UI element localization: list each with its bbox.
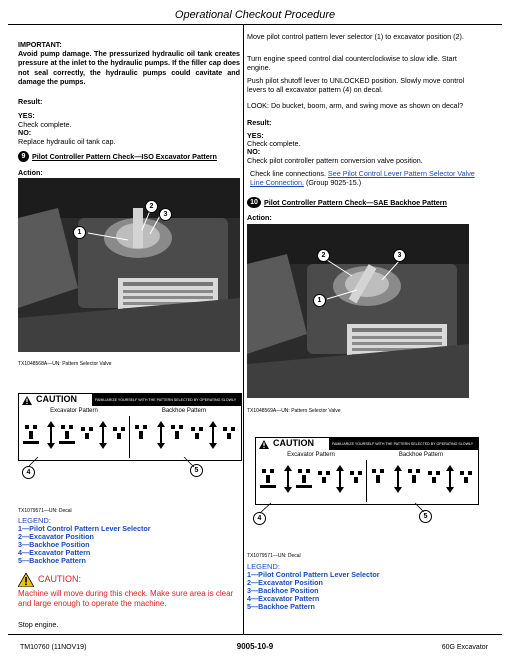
callout-4: 4 (253, 512, 266, 525)
right-no-label: NO: (247, 147, 261, 156)
legend-item-4: 4—Excavator Pattern (18, 548, 91, 557)
footer-rule (8, 634, 502, 635)
decal-caution-bar (19, 394, 95, 406)
page-header-title: Operational Checkout Procedure (174, 9, 336, 21)
pattern-selector-valve-photo (247, 224, 469, 398)
legend-item-1: 1—Pilot Control Pattern Lever Selector (247, 570, 380, 579)
caution-heading (18, 573, 81, 587)
legend-title: LEGEND: (247, 562, 280, 571)
right-paragraph-1: Move pilot control pattern lever selector (1) to excavator position (2). (247, 32, 464, 41)
callout-4: 4 (22, 466, 35, 479)
step-9-heading (18, 151, 217, 162)
right-yes-label: YES: (247, 131, 264, 140)
callout-1: 1 (313, 294, 326, 307)
callout-1: 1 (73, 226, 86, 239)
stop-engine-text: Stop engine. (18, 620, 59, 629)
callout-2: 2 (317, 249, 330, 262)
callout-5: 5 (419, 510, 432, 523)
step-title: Pilot Controller Pattern Check—ISO Excavator Pattern (32, 151, 217, 161)
legend-item-3: 3—Backhoe Position (18, 540, 90, 549)
legend-title: LEGEND: (18, 516, 51, 525)
footer-page-number: 9005-10-9 (236, 641, 274, 651)
valve-photo-illustration (247, 224, 469, 398)
action-label: Action: (18, 168, 43, 177)
right-yes-text: Check complete. (247, 139, 301, 148)
decal-caution-text: CAUTION (36, 394, 77, 405)
decal-leader-lines (255, 500, 477, 516)
caution-triangle-icon (18, 573, 34, 587)
control-pattern-icons (21, 417, 237, 457)
step-10-heading (247, 197, 447, 208)
decal-backhoe-pattern-label: Backhoe Pattern (398, 452, 444, 458)
decal-leader-lines (18, 455, 240, 471)
warning-triangle-icon (259, 440, 269, 449)
decal-caption: TX1079571—UN: Decal (18, 508, 72, 514)
step-title: Pilot Controller Pattern Check—SAE Backhoe Pattern (264, 197, 447, 207)
callout-2: 2 (145, 200, 158, 213)
right-paragraph-2: Turn engine speed control dial counterclockwise to slow idle. Start engine. (247, 54, 457, 73)
photo-caption: TX1048568A—UN: Pattern Selector Valve (18, 361, 112, 367)
decal-caution-bar (256, 438, 332, 450)
callout-3: 3 (159, 208, 172, 221)
decal-familiarize-text: FAMILIARIZE YOURSELF WITH THE PATTERN SELECTED BY OPERATING SLOWLY (92, 394, 241, 406)
legend-item-5: 5—Backhoe Pattern (18, 556, 86, 565)
callout-3: 3 (393, 249, 406, 262)
right-no-text: Check pilot controller pattern conversion valve position. (247, 156, 423, 165)
legend-item-1: 1—Pilot Control Pattern Lever Selector (18, 524, 151, 533)
no-label: NO: (18, 128, 32, 137)
step-number-badge: 9 (18, 151, 29, 162)
line-connection-link[interactable]: See Pilot Control Lever Pattern Selector Valve Line Connection. (250, 169, 475, 188)
check-line-suffix: (Group 9025-15.) (305, 178, 362, 188)
pattern-selector-valve-photo (18, 178, 240, 352)
legend-item-2: 2—Excavator Position (247, 578, 323, 587)
decal-caution-text: CAUTION (273, 438, 314, 449)
photo-caption: TX1048569A—UN: Pattern Selector Valve (247, 408, 341, 414)
legend-item-3: 3—Backhoe Position (247, 586, 319, 595)
important-body: Avoid pump damage. The pressurized hydraulic oil tank creates pressure at the inlet to the hydraulic pumps. If the filler cap does not seal correctly, the hydraulic pumps could cavitate and damage the pumps. (18, 49, 240, 87)
legend-item-2: 2—Excavator Position (18, 532, 94, 541)
callout-5: 5 (190, 464, 203, 477)
right-paragraph-3: Push pilot shutoff lever to UNLOCKED position. Slowly move control levers to all excavator pattern (4) on decal. (247, 76, 465, 95)
decal-familiarize-text: FAMILIARIZE YOURSELF WITH THE PATTERN SELECTED BY OPERATING SLOWLY (329, 438, 478, 450)
check-line-prefix: Check line connections. (250, 169, 326, 178)
caution-decal (18, 393, 242, 461)
yes-text: Check complete. (18, 120, 72, 129)
decal-backhoe-pattern-label: Backhoe Pattern (161, 408, 207, 414)
right-look-text: LOOK: Do bucket, boom, arm, and swing move as shown on decal? (247, 101, 464, 110)
caution-label: CAUTION: (38, 574, 82, 585)
valve-photo-illustration (18, 178, 240, 352)
important-heading: IMPORTANT: (18, 40, 62, 49)
footer-doc-id: TM10760 (11NOV19) (20, 643, 87, 651)
right-action-label: Action: (247, 213, 272, 222)
control-pattern-icons (258, 461, 474, 501)
no-text: Replace hydraulic oil tank cap. (18, 137, 116, 146)
step-number-badge: 10 (247, 197, 261, 208)
header-rule (8, 24, 502, 25)
footer-machine-model: 60G Excavator (441, 643, 488, 651)
warning-triangle-icon (22, 396, 32, 405)
caution-text: Machine will move during this check. Make sure area is clear and large enough to operate the machine. (18, 589, 234, 608)
column-divider (243, 24, 244, 634)
right-result-label: Result: (247, 118, 272, 127)
yes-label: YES: (18, 111, 35, 120)
decal-excavator-pattern-label: Excavator Pattern (50, 408, 98, 414)
check-line-paragraph (250, 169, 478, 188)
result-label: Result: (18, 97, 43, 106)
legend-item-5: 5—Backhoe Pattern (247, 602, 315, 611)
decal-caption: TX1079571—UN: Decal (247, 553, 301, 559)
decal-excavator-pattern-label: Excavator Pattern (287, 452, 335, 458)
caution-decal (255, 437, 479, 505)
legend-item-4: 4—Excavator Pattern (247, 594, 320, 603)
